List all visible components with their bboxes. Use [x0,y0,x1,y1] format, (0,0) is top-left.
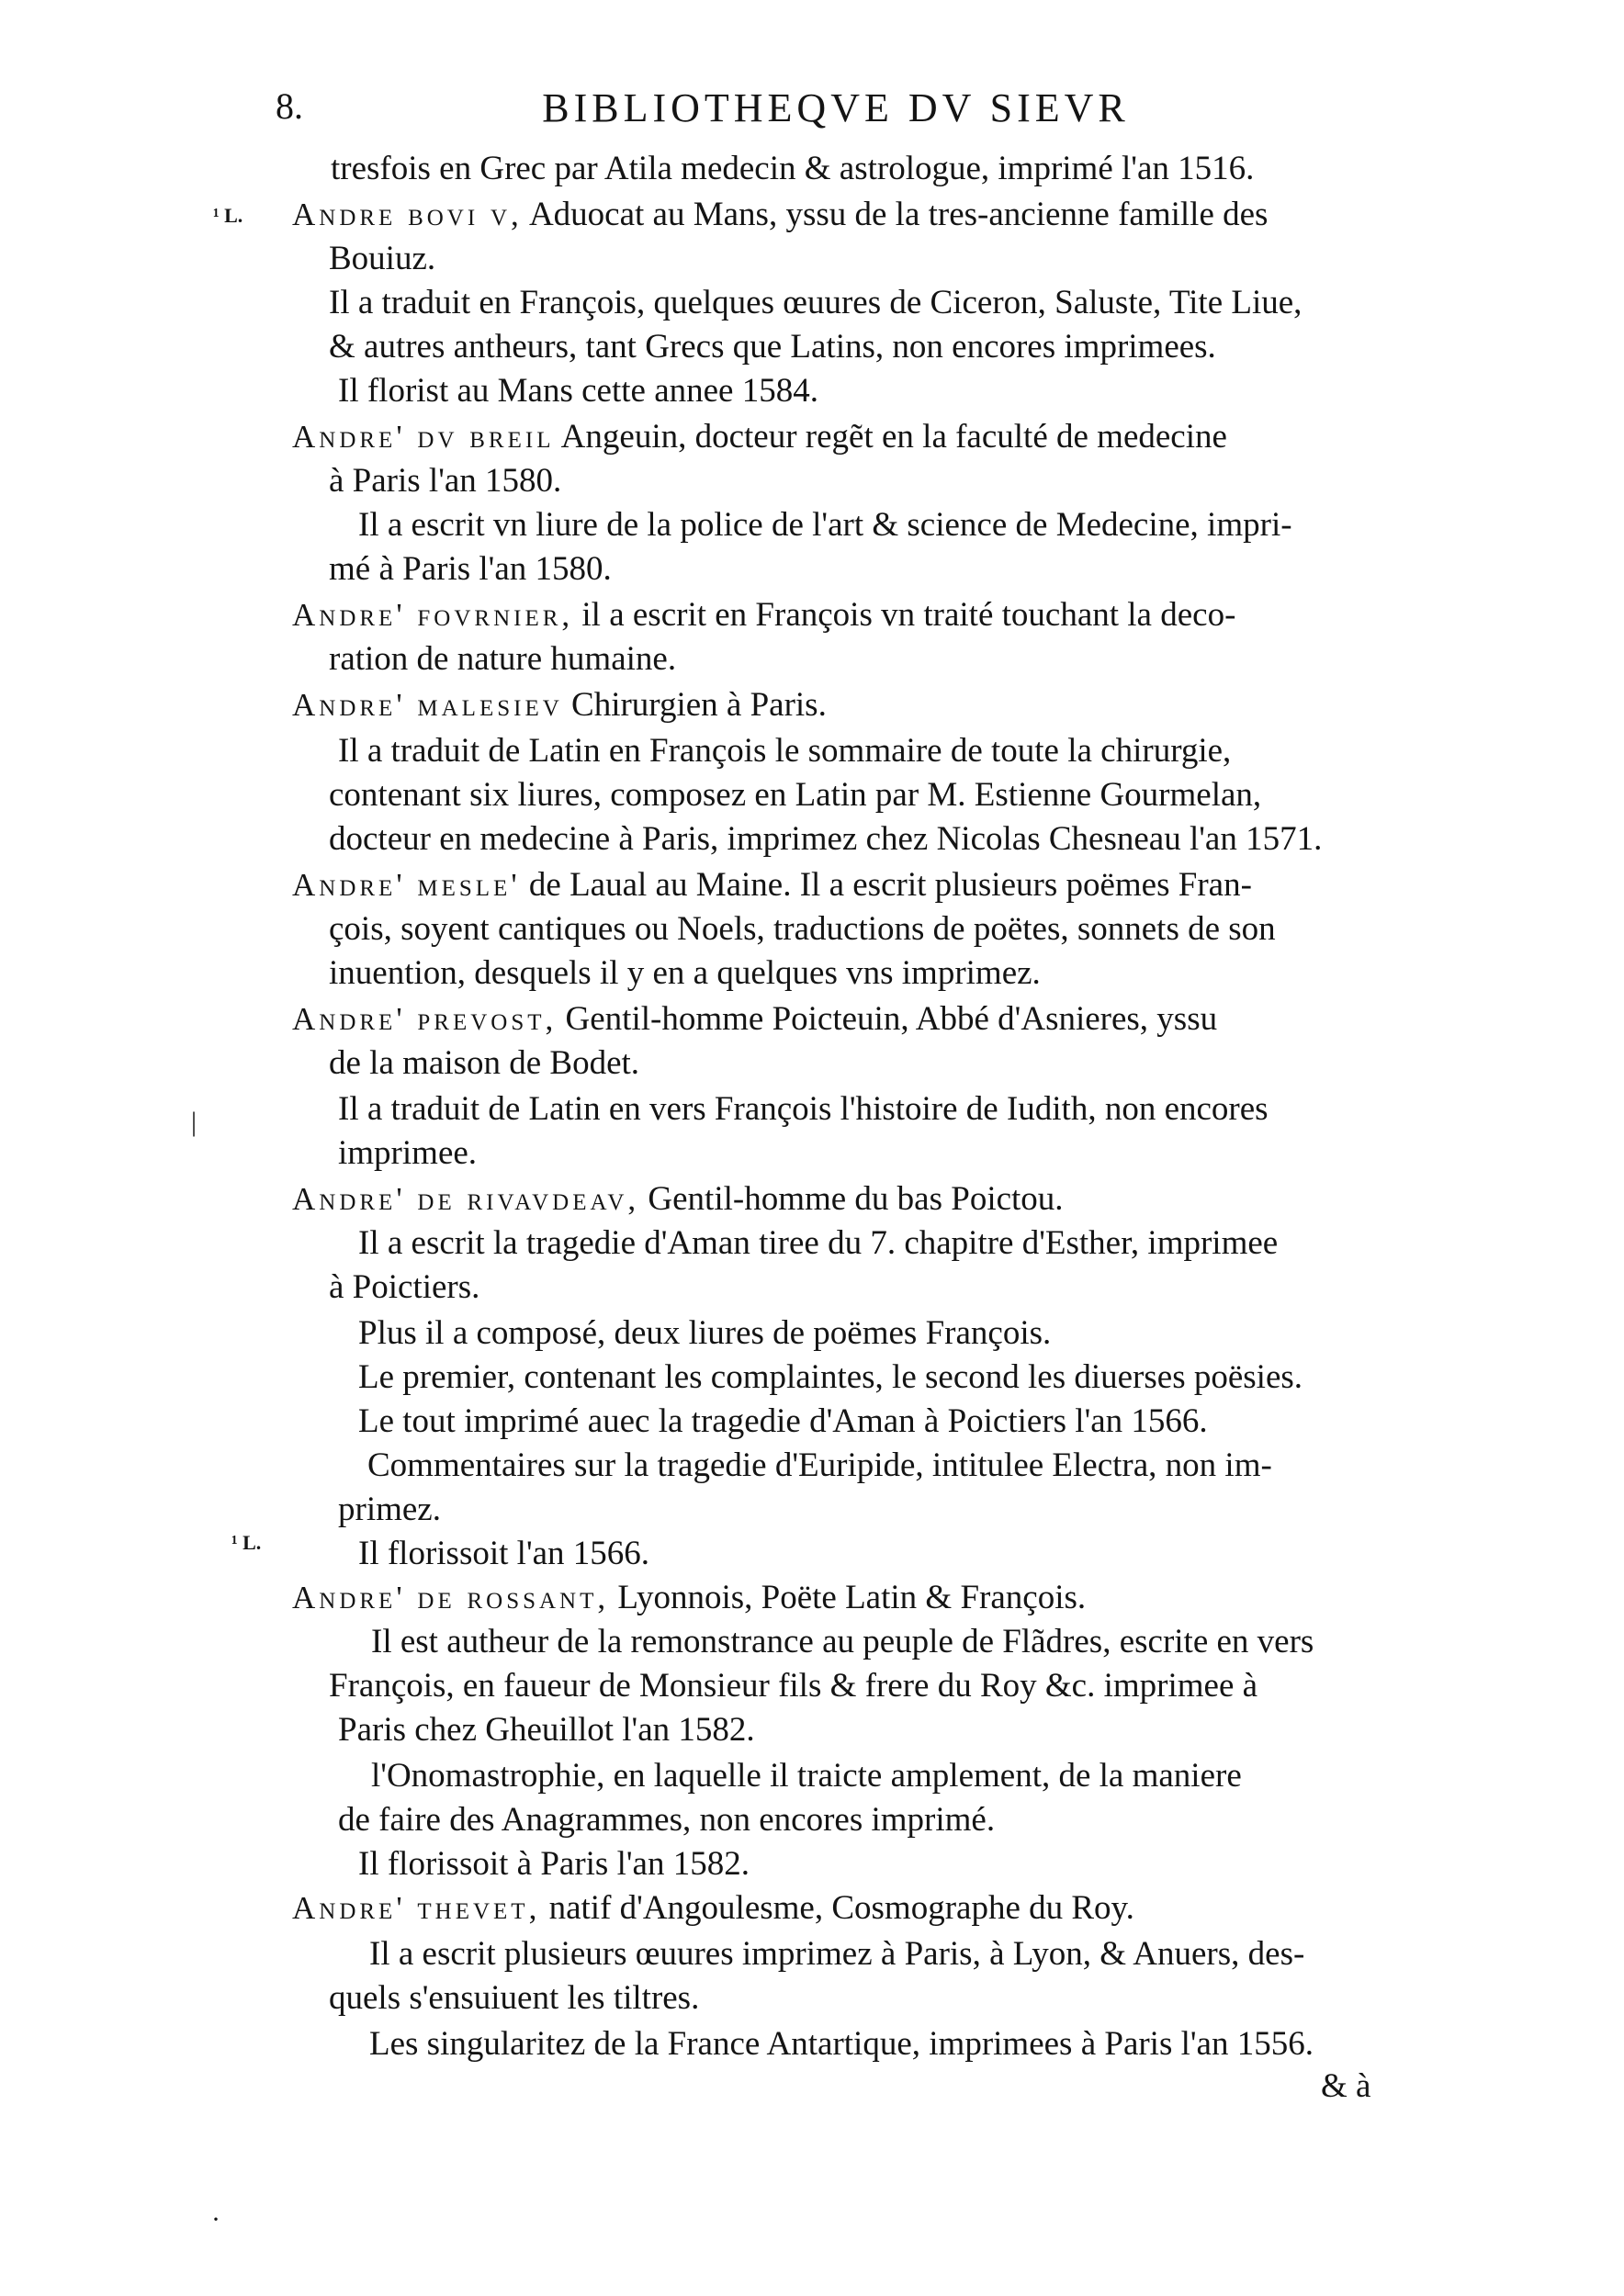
text-line: Il a escrit plusieurs œuures imprimez à Paris, à Lyon, & Anuers, des- [369,1935,1305,1973]
entry-heading [292,683,827,727]
text-line: Les singularitez de la France Antartique, imprimees à Paris l'an 1556. [369,2025,1314,2063]
text-line: Il a traduit de Latin en François le sommaire de toute la chirurgie, [338,732,1232,770]
entry-text: Gentil-homme Poicteuin, Abbé d'Asnieres, yssu [557,1000,1218,1038]
text-line: à Poictiers. [329,1268,480,1306]
text-line: Le tout imprimé auec la tragedie d'Aman à Poictiers l'an 1566. [358,1402,1208,1440]
text-line: & autres antheurs, tant Grecs que Latins, non encores imprimees. [329,328,1216,366]
entry-heading [292,997,1217,1041]
text-line: primez. [338,1491,441,1528]
entry-text: Angeuin, docteur regẽt en la faculté de medecine [554,418,1227,456]
entry-text: Chirurgien à Paris. [562,686,827,724]
author-name: Andre' fovrnier, [292,597,574,633]
text-line: Paris chez Gheuillot l'an 1582. [338,1711,755,1749]
text-line: Il a traduit en François, quelques œuures de Ciceron, Saluste, Tite Liue, [329,284,1303,321]
author-name: Andre' malesiev [292,687,563,723]
entry-heading [292,1177,1064,1221]
text-line: Il florissoit l'an 1566. [358,1535,650,1572]
text-line: inuention, desquels il y en a quelques vns imprimez. [329,954,1041,992]
text-line: Le premier, contenant les complaintes, le second les diuerses poësies. [358,1358,1303,1396]
text-line: docteur en medecine à Paris, imprimez chez Nicolas Chesneau l'an 1571. [329,820,1323,858]
text-line: contenant six liures, composez en Latin par M. Estienne Gourmelan, [329,776,1262,814]
margin-stroke: | [191,1107,197,1137]
catchword: & à [1321,2067,1371,2105]
text-line: quels s'ensuiuent les tiltres. [329,1979,700,2017]
entry-heading [292,863,1252,907]
text-line: Il florissoit à Paris l'an 1582. [358,1845,750,1883]
text-line: ration de nature humaine. [329,640,677,678]
text-line: Commentaires sur la tragedie d'Euripide, intitulee Electra, non im- [367,1446,1272,1484]
entry-heading [292,193,1268,237]
entry-heading [292,1576,1086,1620]
text-line: de faire des Anagrammes, non encores imprimé. [338,1801,996,1839]
text-line: à Paris l'an 1580. [329,462,562,500]
text-line: Il florist au Mans cette annee 1584. [338,372,818,410]
text-line: Plus il a composé, deux liures de poëmes François. [358,1314,1052,1352]
text-line: Il est autheur de la remonstrance au peuple de Flãdres, escrite en vers [371,1623,1314,1660]
text-line: l'Onomastrophie, en laquelle il traicte amplement, de la maniere [371,1757,1242,1795]
entry-text: de Laual au Maine. Il a escrit plusieurs poëmes Fran- [520,866,1252,904]
text-line: tresfois en Grec par Atila medecin & astrologue, imprimé l'an 1516. [331,150,1255,187]
entry-text: Lyonnois, Poëte Latin & François. [609,1579,1087,1616]
author-name: Andre' prevost, [292,1001,558,1037]
entry-text: natif d'Angoulesme, Cosmographe du Roy. [540,1889,1134,1927]
text-line: de la maison de Bodet. [329,1044,640,1082]
entry-heading [292,415,1227,459]
text-line: mé à Paris l'an 1580. [329,550,612,588]
text-line: François, en faueur de Monsieur fils & frere du Roy &c. imprimee à [329,1667,1258,1705]
text-line: Il a escrit la tragedie d'Aman tiree du 7. chapitre d'Esther, imprimee [358,1224,1279,1262]
page-number: 8. [276,85,303,127]
text-line: Bouiuz. [329,240,436,277]
author-name: Andre' thevet, [292,1890,541,1926]
text-line: imprimee. [338,1134,478,1172]
author-name: Andre' de rivavdeav, [292,1181,640,1217]
entry-text: Gentil-homme du bas Poictou. [639,1180,1064,1218]
text-line: Il a traduit de Latin en vers François l'histoire de Iudith, non encores [338,1090,1269,1128]
entry-heading [292,593,1235,637]
entry-heading [292,1886,1134,1930]
entry-text: Aduocat au Mans, yssu de la tres-ancienne famille des [522,196,1269,233]
margin-mark: ¹ L. [231,1531,262,1554]
margin-dot: · [211,2204,220,2234]
author-name: Andre' dv breil [292,419,555,455]
text-line: Il a escrit vn liure de la police de l'art & science de Medecine, impri- [358,506,1292,544]
margin-mark: ¹ L. [213,204,243,227]
running-head: BIBLIOTHEQVE DV SIEVR [542,85,1130,130]
author-name: Andre' mesle' [292,867,521,903]
author-name: Andre bovi v, [292,197,523,232]
author-name: Andre' de rossant, [292,1580,610,1615]
text-line: çois, soyent cantiques ou Noels, traductions de poëtes, sonnets de son [329,910,1276,948]
entry-text: il a escrit en François vn traité touchant la deco- [573,596,1236,634]
